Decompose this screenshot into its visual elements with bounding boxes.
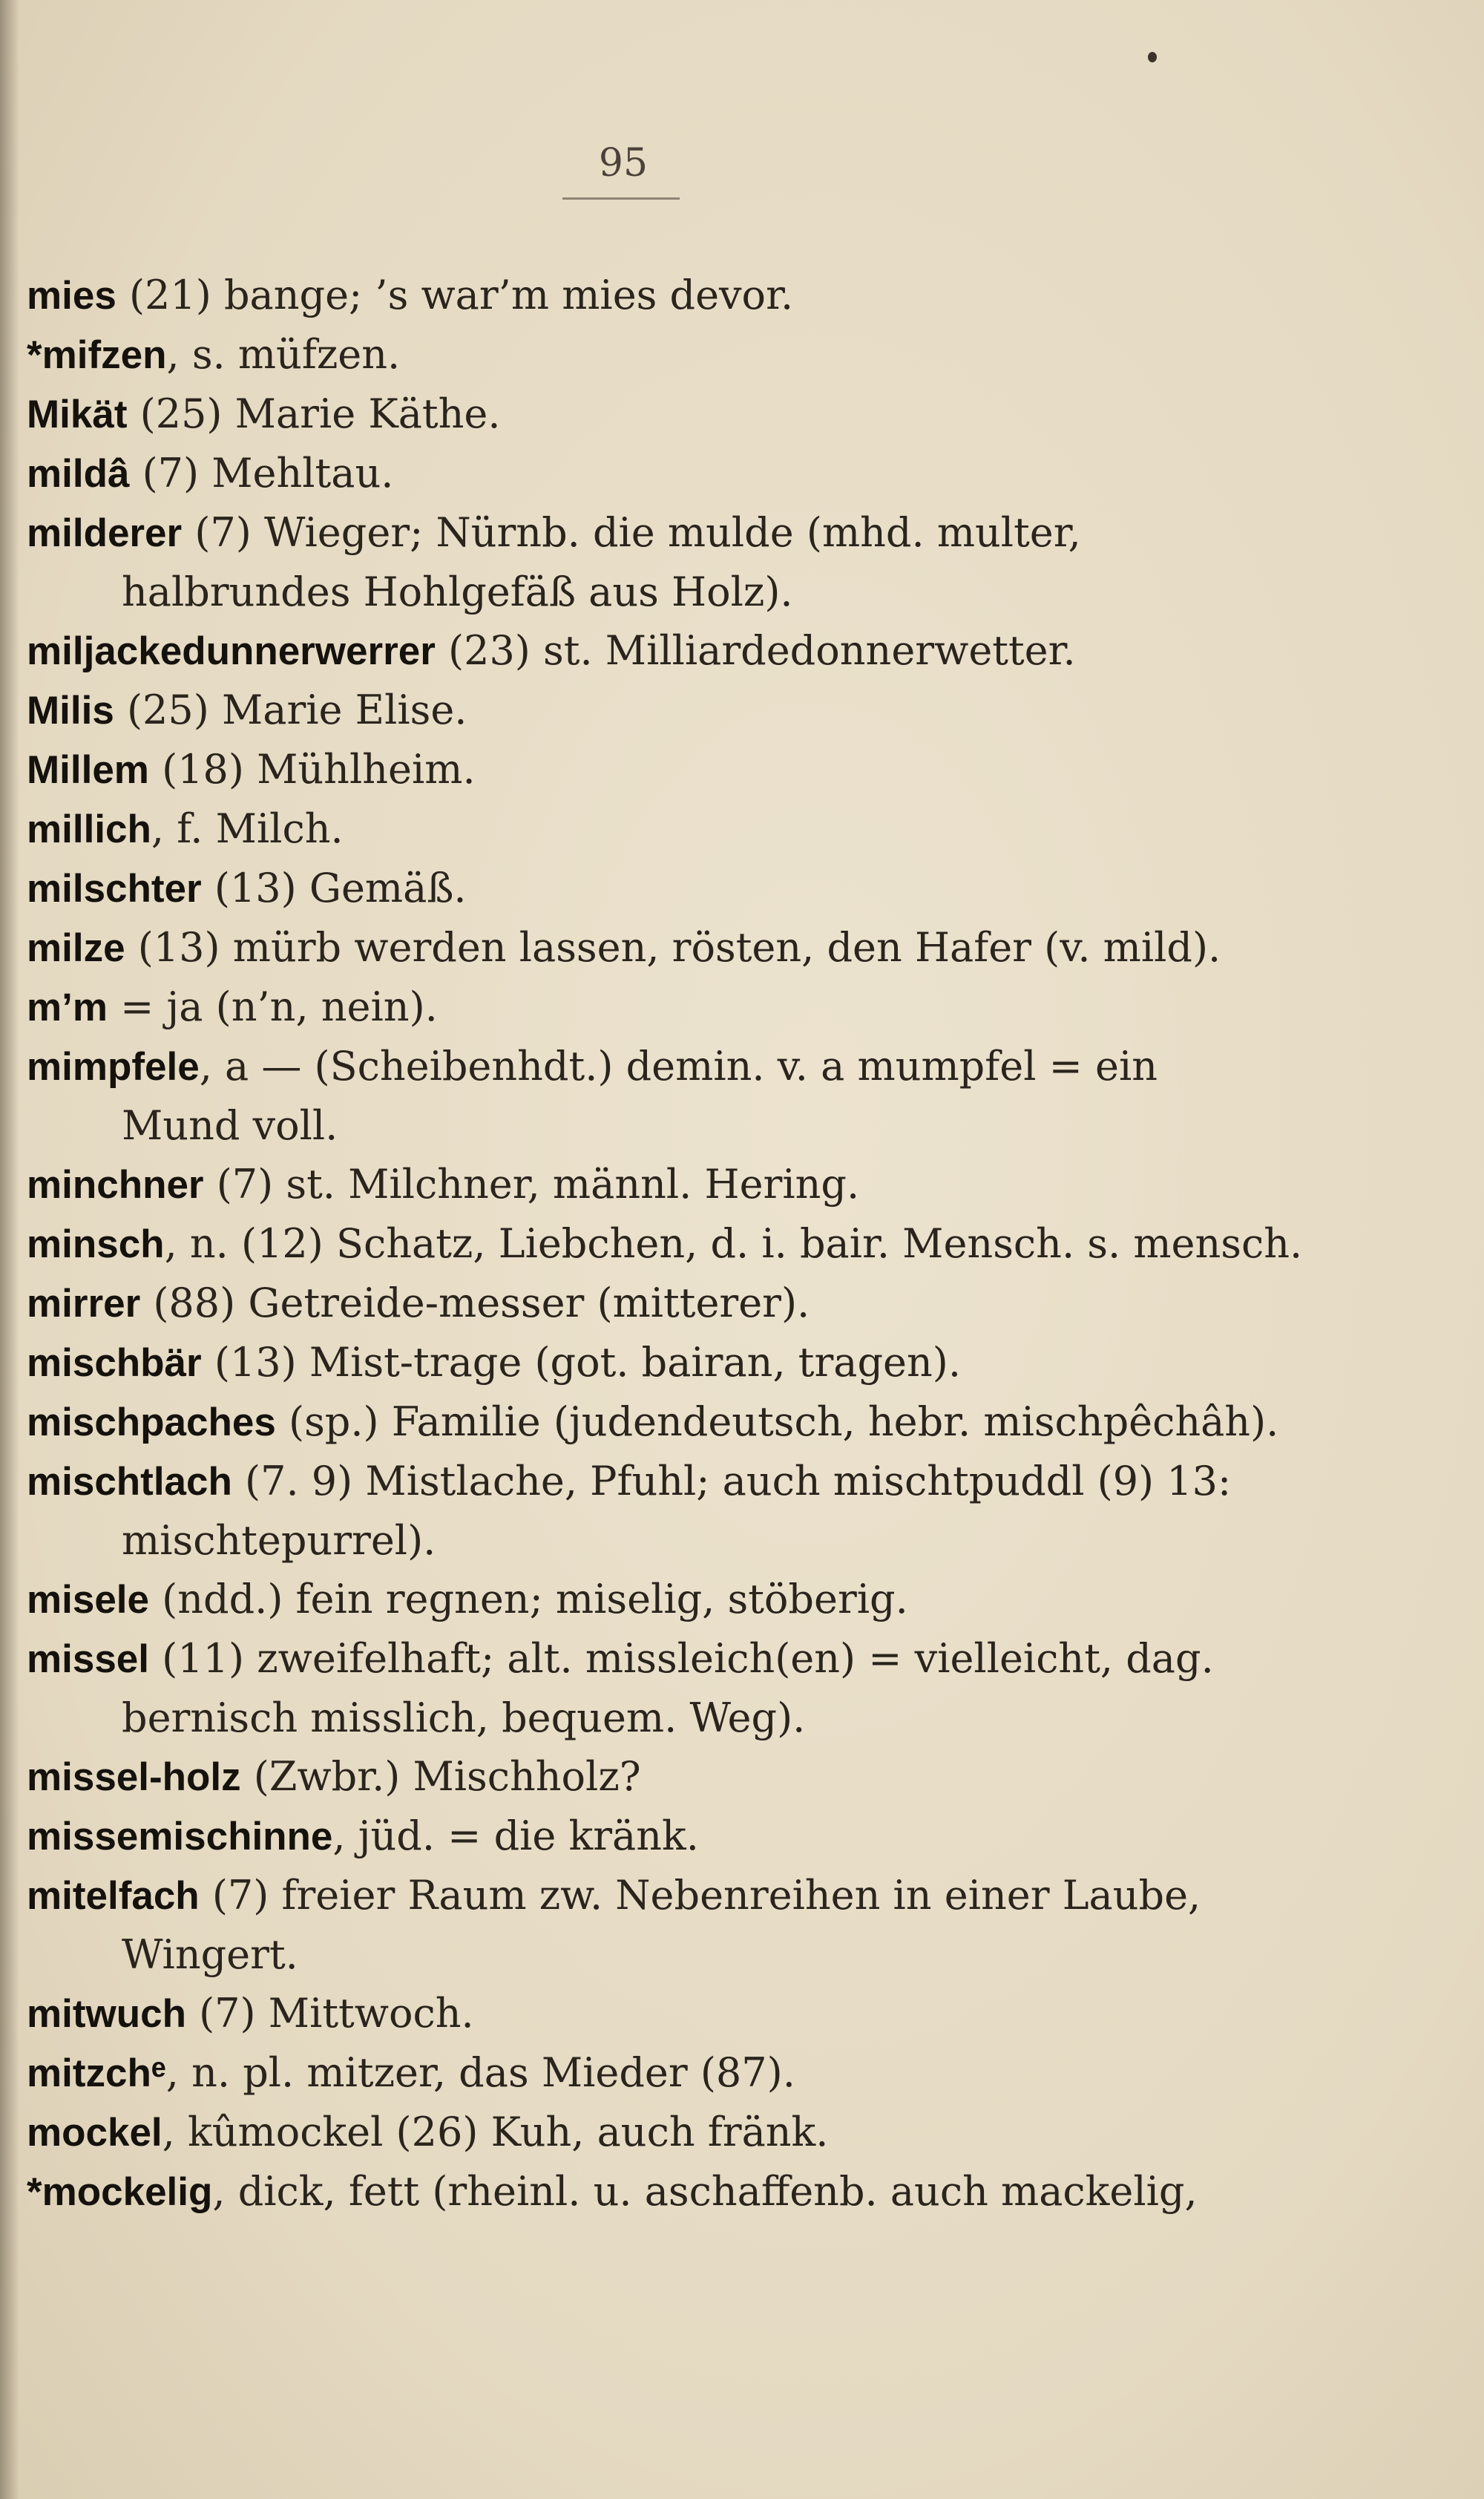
dictionary-entry — [27, 1452, 1244, 1511]
entry-definition: (7) Mehltau. — [129, 450, 394, 497]
entry-headword: milschter — [27, 867, 202, 911]
dictionary-entry — [27, 1747, 1244, 1807]
dictionary-entry — [27, 384, 1244, 444]
entry-definition: , kûmockel (26) Kuh, auch fränk. — [162, 2109, 829, 2155]
entry-headword: minchner — [27, 1163, 204, 1207]
entry-definition: (7) Wieger; Nürnb. die mulde (mhd. multer, — [182, 509, 1081, 556]
entry-headword: millich — [27, 808, 151, 851]
dictionary-entry — [27, 1392, 1279, 1452]
entry-headword: Millem — [27, 748, 149, 792]
dictionary-entry — [27, 1333, 1244, 1392]
dictionary-entry — [27, 1866, 1244, 1925]
entry-headword: mimpfele — [27, 1045, 200, 1089]
dictionary-entry — [27, 1570, 1244, 1629]
entry-headword: minsch — [27, 1222, 165, 1266]
binding-shadow — [0, 0, 19, 2499]
entry-definition: (7) freier Raum zw. Nebenreihen in einer Laube, — [199, 1872, 1201, 1919]
entry-definition: (7. 9) Mistlache, Pfuhl; auch mischtpuddl (9) 13: — [232, 1458, 1232, 1504]
entry-definition: (88) Getreide-messer (mitterer). — [140, 1280, 810, 1326]
dictionary-entry — [27, 444, 1244, 503]
ink-speck — [1148, 52, 1157, 62]
entry-definition: Wingert. — [122, 1931, 298, 1978]
dictionary-entry — [27, 621, 1244, 681]
entry-headword: Milis — [27, 689, 114, 733]
entry-definition: , n. pl. mitzer, das Mieder (87). — [165, 2049, 795, 2096]
entry-headword: mischbär — [27, 1341, 202, 1385]
entry-headword: mirrer — [27, 1282, 141, 1326]
entry-definition: halbrundes Hohlgefäß aus Holz). — [122, 569, 793, 615]
dictionary-entry — [27, 859, 1244, 918]
entry-headword: Mikät — [27, 393, 128, 436]
dictionary-entry — [27, 918, 1244, 977]
entry-headword: mitelfach — [27, 1874, 200, 1918]
entry-headword: *mifzen — [27, 333, 167, 377]
entry-continuation — [27, 563, 1244, 621]
entry-definition: (sp.) Familie (judendeutsch, hebr. mischpêchâh). — [275, 1398, 1279, 1445]
entry-definition: (11) zweifelhaft; alt. missleich(en) = vielleicht, dag. — [149, 1635, 1214, 1682]
entry-headword: mildâ — [27, 452, 130, 496]
entry-definition: (25) Marie Käthe. — [127, 390, 501, 437]
entry-headword: mitwuch — [27, 1992, 186, 2036]
entry-definition: , a — (Scheibenhdt.) demin. v. a mumpfel = ein — [199, 1043, 1158, 1090]
entry-definition: (23) st. Milliardedonnerwetter. — [435, 627, 1076, 674]
dictionary-entry — [27, 1984, 1244, 2043]
entry-headword: milderer — [27, 511, 183, 555]
entry-headword: missel — [27, 1637, 150, 1681]
entry-definition: (Zwbr.) Mischholz? — [240, 1753, 641, 1800]
entry-headword: mischpaches — [27, 1401, 276, 1444]
entry-definition: (18) Mühlheim. — [148, 746, 476, 793]
entry-headword: mitzchᵉ — [27, 2051, 166, 2095]
entry-definition: bernisch misslich, bequem. Weg). — [122, 1694, 806, 1741]
page-number: 95 — [598, 141, 649, 186]
dictionary-entry — [27, 2043, 1244, 2103]
entry-definition: , f. Milch. — [151, 805, 344, 852]
entry-definition: (25) Marie Elise. — [114, 687, 467, 733]
dictionary-entry — [27, 1155, 1244, 1214]
entry-definition: (7) st. Milchner, männl. Hering. — [203, 1161, 860, 1208]
entry-definition: (ndd.) fein regnen; miselig, stöberig. — [149, 1576, 908, 1622]
entry-headword: mockel — [27, 2111, 162, 2155]
dictionary-entry — [27, 799, 1244, 859]
entry-headword: missemischinne — [27, 1815, 333, 1858]
entry-continuation — [27, 1511, 1244, 1570]
entry-definition: , dick, fett (rheinl. u. aschaffenb. auch mackelig, — [212, 2168, 1198, 2215]
dictionary-entry — [27, 1037, 1244, 1096]
entry-definition: (21) bange; ’s war’m mies devor. — [116, 272, 794, 318]
page-number-rule — [562, 197, 680, 200]
entry-definition: , jüd. = die kränk. — [332, 1812, 699, 1859]
entry-continuation — [27, 1925, 1244, 1984]
dictionary-entry — [27, 740, 1244, 799]
dictionary-entry — [27, 1274, 1244, 1333]
dictionary-entry — [27, 503, 1244, 563]
entry-definition: (13) mürb werden lassen, rösten, den Hafer (v. mild). — [125, 924, 1221, 971]
entry-definition: Mund voll. — [122, 1102, 338, 1149]
dictionary-entry — [27, 681, 1244, 740]
entry-headword: mies — [27, 274, 116, 318]
entry-headword: *mockelig — [27, 2170, 213, 2214]
dictionary-entry — [27, 2162, 1244, 2221]
entry-headword: m’m — [27, 986, 108, 1029]
entry-definition: (13) Mist-trage (got. bairan, tragen). — [201, 1339, 962, 1386]
dictionary-entry — [27, 1629, 1244, 1689]
entry-headword: milze — [27, 926, 125, 970]
entry-headword: miljackedunnerwerrer — [27, 629, 436, 673]
entry-definition: (7) Mittwoch. — [186, 1990, 474, 2037]
dictionary-entry — [27, 977, 1244, 1037]
entry-definition: , s. müfzen. — [166, 331, 401, 378]
entry-definition: = ja (n’n, nein). — [107, 983, 438, 1030]
dictionary-entry — [27, 325, 1244, 384]
dictionary-entry — [27, 1807, 1244, 1866]
dictionary-entries — [27, 266, 1303, 2221]
entry-continuation — [27, 1096, 1244, 1155]
entry-headword: missel-holz — [27, 1755, 241, 1799]
entry-headword: mischtlach — [27, 1460, 232, 1504]
entry-definition: mischtepurrel). — [122, 1517, 436, 1564]
dictionary-entry — [27, 1214, 1303, 1274]
dictionary-entry — [27, 266, 1244, 325]
dictionary-entry — [27, 2103, 1244, 2162]
entry-continuation — [27, 1689, 1244, 1747]
entry-headword: misele — [27, 1578, 150, 1622]
entry-definition: , n. (12) Schatz, Liebchen, d. i. bair. Mensch. s. mensch. — [164, 1220, 1303, 1267]
entry-definition: (13) Gemäß. — [201, 865, 467, 911]
